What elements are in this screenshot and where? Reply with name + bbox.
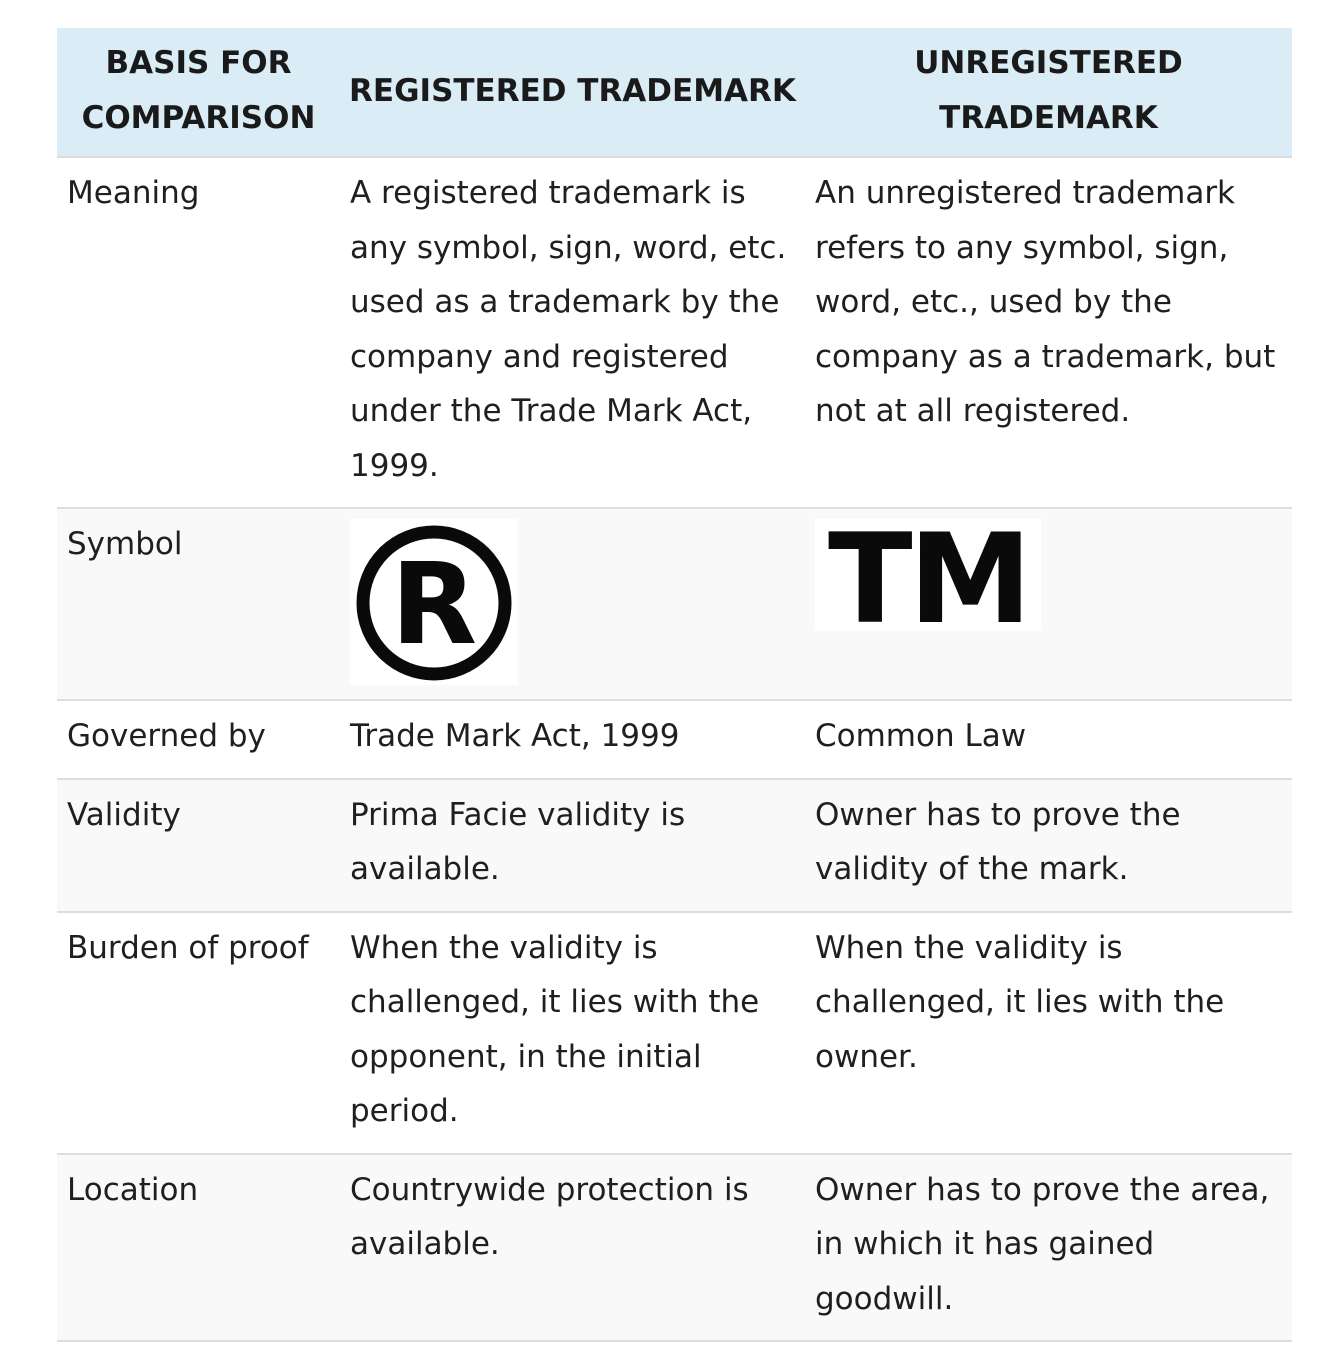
cell-basis: Location	[57, 1154, 340, 1342]
cell-basis: Symbol	[57, 508, 340, 700]
header-unregistered: UNREGISTERED TRADEMARK	[805, 28, 1292, 157]
registered-trademark-icon	[350, 519, 518, 685]
table-row-governed-by	[57, 700, 1292, 779]
table-row-burden-of-proof	[57, 912, 1292, 1154]
trademark-icon	[815, 519, 1041, 631]
table-header	[57, 28, 1292, 157]
table-row-meaning	[57, 157, 1292, 508]
table-row-symbol	[57, 508, 1292, 700]
table-row-validity	[57, 779, 1292, 912]
header-registered: REGISTERED TRADEMARK	[340, 28, 805, 157]
cell-unregistered: When the validity is challenged, it lies with the owner.	[805, 912, 1292, 1154]
cell-registered: When the validity is challenged, it lies with the opponent, in the initial period.	[340, 912, 805, 1154]
cell-unregistered: Common Law	[805, 700, 1292, 779]
cell-basis: Validity	[57, 779, 340, 912]
cell-basis: Meaning	[57, 157, 340, 508]
svg-text:TM: TM	[828, 519, 1028, 631]
header-row	[57, 28, 1292, 157]
cell-registered: Countrywide protection is available.	[340, 1154, 805, 1342]
comparison-table-container	[57, 28, 1292, 1342]
svg-text:R: R	[390, 540, 478, 670]
cell-unregistered: Owner has to prove the validity of the mark.	[805, 779, 1292, 912]
cell-registered: A registered trademark is any symbol, sign, word, etc. used as a trademark by the company and registered under the Trade Mark Act, 1999.	[340, 157, 805, 508]
table-row-location	[57, 1154, 1292, 1342]
cell-unregistered: An unregistered trademark refers to any symbol, sign, word, etc., used by the company as a trademark, but not at all registered.	[805, 157, 1292, 508]
cell-unregistered: Owner has to prove the area, in which it has gained goodwill.	[805, 1154, 1292, 1342]
comparison-table	[57, 28, 1292, 1342]
cell-basis: Governed by	[57, 700, 340, 779]
cell-basis: Burden of proof	[57, 912, 340, 1154]
cell-registered-symbol	[340, 508, 805, 700]
cell-unregistered-symbol	[805, 508, 1292, 700]
cell-registered: Trade Mark Act, 1999	[340, 700, 805, 779]
header-basis: BASIS FOR COMPARISON	[57, 28, 340, 157]
cell-registered: Prima Facie validity is available.	[340, 779, 805, 912]
table-body	[57, 157, 1292, 1341]
